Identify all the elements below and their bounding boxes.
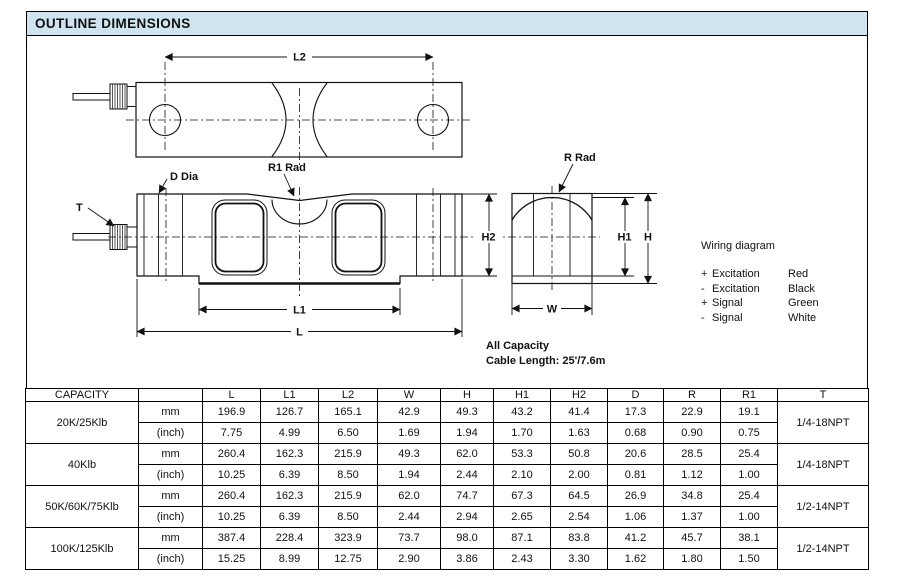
dim-label-h1: H1 <box>617 231 632 244</box>
value-cell: 215.9 <box>319 444 378 465</box>
header-l2: L2 <box>319 389 378 402</box>
value-cell: 74.7 <box>441 486 494 507</box>
table-row <box>26 486 869 507</box>
value-cell: 6.50 <box>319 423 378 444</box>
header-d: D <box>608 389 664 402</box>
value-cell: 43.2 <box>494 402 551 423</box>
table-row <box>26 465 869 486</box>
value-cell: 3.30 <box>551 549 608 570</box>
wiring-sign: + <box>701 268 708 280</box>
table-row <box>26 402 869 423</box>
value-cell: 3.86 <box>441 549 494 570</box>
unit-cell: mm <box>139 444 203 465</box>
wiring-row <box>701 267 876 282</box>
note-cable-length: Cable Length: 25'/7.6m <box>486 355 606 367</box>
value-cell: 1.69 <box>378 423 441 444</box>
value-cell: 1.06 <box>608 507 664 528</box>
table-header-row <box>26 389 869 402</box>
value-cell: 25.4 <box>721 486 778 507</box>
value-cell: 0.68 <box>608 423 664 444</box>
value-cell: 1.50 <box>721 549 778 570</box>
wiring-diagram <box>701 240 876 325</box>
value-cell: 15.25 <box>203 549 261 570</box>
unit-cell: mm <box>139 402 203 423</box>
value-cell: 162.3 <box>261 486 319 507</box>
value-cell: 165.1 <box>319 402 378 423</box>
value-cell: 49.3 <box>441 402 494 423</box>
header-l: L <box>203 389 261 402</box>
value-cell: 2.54 <box>551 507 608 528</box>
table-row <box>26 444 869 465</box>
value-cell: 2.00 <box>551 465 608 486</box>
wiring-row <box>701 296 876 311</box>
value-cell: 49.3 <box>378 444 441 465</box>
dim-label-h2: H2 <box>481 231 496 244</box>
value-cell: 19.1 <box>721 402 778 423</box>
value-cell: 1.94 <box>441 423 494 444</box>
wiring-title: Wiring diagram <box>701 240 775 252</box>
value-cell: 8.50 <box>319 507 378 528</box>
dim-label-l: L <box>296 326 303 339</box>
value-cell: 41.2 <box>608 528 664 549</box>
value-cell: 260.4 <box>203 486 261 507</box>
thread-cell: 1/4-18NPT <box>778 444 869 486</box>
wiring-signal: Excitation <box>712 282 760 295</box>
value-cell: 41.4 <box>551 402 608 423</box>
unit-cell: (inch) <box>139 549 203 570</box>
value-cell: 17.3 <box>608 402 664 423</box>
dim-label-l2: L2 <box>293 51 306 64</box>
value-cell: 0.90 <box>664 423 721 444</box>
dim-label-w: W <box>546 303 558 316</box>
wiring-signal: Signal <box>712 311 743 324</box>
value-cell: 73.7 <box>378 528 441 549</box>
value-cell: 1.94 <box>378 465 441 486</box>
value-cell: 1.00 <box>721 507 778 528</box>
value-cell: 25.4 <box>721 444 778 465</box>
loadcell-side-view <box>73 194 462 284</box>
value-cell: 6.39 <box>261 465 319 486</box>
unit-cell: mm <box>139 528 203 549</box>
dimensions-table <box>25 388 869 570</box>
value-cell: 1.70 <box>494 423 551 444</box>
value-cell: 10.25 <box>203 465 261 486</box>
dim-label-r-rad: R Rad <box>564 152 596 164</box>
value-cell: 42.9 <box>378 402 441 423</box>
value-cell: 87.1 <box>494 528 551 549</box>
value-cell: 2.44 <box>441 465 494 486</box>
value-cell: 387.4 <box>203 528 261 549</box>
wiring-sign: - <box>701 311 705 324</box>
value-cell: 2.90 <box>378 549 441 570</box>
cable-connector-top <box>73 84 136 109</box>
value-cell: 0.81 <box>608 465 664 486</box>
table-row <box>26 423 869 444</box>
table-row <box>26 528 869 549</box>
value-cell: 1.80 <box>664 549 721 570</box>
dim-label-l1: L1 <box>293 304 306 317</box>
wiring-sign: + <box>701 297 708 310</box>
value-cell: 8.50 <box>319 465 378 486</box>
value-cell: 12.75 <box>319 549 378 570</box>
wiring-row <box>701 282 876 297</box>
capacity-cell: 50K/60K/75Klb <box>26 486 139 528</box>
value-cell: 34.8 <box>664 486 721 507</box>
capacity-cell: 100K/125Klb <box>26 528 139 570</box>
value-cell: 83.8 <box>551 528 608 549</box>
page-title: OUTLINE DIMENSIONS <box>35 16 191 31</box>
header-capacity: CAPACITY <box>26 389 139 402</box>
header-r: R <box>664 389 721 402</box>
header-h1: H1 <box>494 389 551 402</box>
header-r1: R1 <box>721 389 778 402</box>
value-cell: 2.10 <box>494 465 551 486</box>
value-cell: 1.63 <box>551 423 608 444</box>
value-cell: 162.3 <box>261 444 319 465</box>
value-cell: 1.62 <box>608 549 664 570</box>
value-cell: 2.94 <box>441 507 494 528</box>
unit-cell: mm <box>139 486 203 507</box>
unit-cell: (inch) <box>139 507 203 528</box>
wiring-color: Green <box>788 297 819 310</box>
capacity-cell: 20K/25Klb <box>26 402 139 444</box>
value-cell: 260.4 <box>203 444 261 465</box>
value-cell: 6.39 <box>261 507 319 528</box>
value-cell: 50.8 <box>551 444 608 465</box>
value-cell: 64.5 <box>551 486 608 507</box>
unit-cell: (inch) <box>139 423 203 444</box>
header-h: H <box>441 389 494 402</box>
value-cell: 53.3 <box>494 444 551 465</box>
dim-label-h: H <box>644 231 652 244</box>
value-cell: 323.9 <box>319 528 378 549</box>
wiring-color: Red <box>788 268 809 280</box>
value-cell: 7.75 <box>203 423 261 444</box>
wiring-sign: - <box>701 282 705 295</box>
value-cell: 2.65 <box>494 507 551 528</box>
value-cell: 0.75 <box>721 423 778 444</box>
value-cell: 20.6 <box>608 444 664 465</box>
table-row <box>26 549 869 570</box>
dim-label-r1-rad: R1 Rad <box>268 162 306 174</box>
value-cell: 4.99 <box>261 423 319 444</box>
value-cell: 8.99 <box>261 549 319 570</box>
value-cell: 62.0 <box>441 444 494 465</box>
value-cell: 196.9 <box>203 402 261 423</box>
value-cell: 26.9 <box>608 486 664 507</box>
value-cell: 1.12 <box>664 465 721 486</box>
value-cell: 2.44 <box>378 507 441 528</box>
value-cell: 38.1 <box>721 528 778 549</box>
header-h2: H2 <box>551 389 608 402</box>
thread-cell: 1/4-18NPT <box>778 402 869 444</box>
wiring-color: White <box>788 311 817 324</box>
value-cell: 45.7 <box>664 528 721 549</box>
value-cell: 22.9 <box>664 402 721 423</box>
value-cell: 126.7 <box>261 402 319 423</box>
capacity-cell: 40Klb <box>26 444 139 486</box>
table-row <box>26 507 869 528</box>
dim-label-t: T <box>76 202 83 214</box>
value-cell: 28.5 <box>664 444 721 465</box>
value-cell: 10.25 <box>203 507 261 528</box>
wiring-signal: Excitation <box>712 268 760 280</box>
value-cell: 1.00 <box>721 465 778 486</box>
value-cell: 1.37 <box>664 507 721 528</box>
thread-cell: 1/2-14NPT <box>778 486 869 528</box>
value-cell: 67.3 <box>494 486 551 507</box>
value-cell: 98.0 <box>441 528 494 549</box>
value-cell: 215.9 <box>319 486 378 507</box>
dim-label-d-dia: D Dia <box>170 171 199 183</box>
wiring-color: Black <box>788 282 815 295</box>
header-unit <box>139 389 203 402</box>
value-cell: 2.43 <box>494 549 551 570</box>
value-cell: 62.0 <box>378 486 441 507</box>
wiring-signal: Signal <box>712 297 743 310</box>
header-w: W <box>378 389 441 402</box>
wiring-row <box>701 311 876 326</box>
note-all-capacity: All Capacity <box>486 340 549 352</box>
header-t: T <box>778 389 869 402</box>
thread-cell: 1/2-14NPT <box>778 528 869 570</box>
value-cell: 228.4 <box>261 528 319 549</box>
unit-cell: (inch) <box>139 465 203 486</box>
header-l1: L1 <box>261 389 319 402</box>
